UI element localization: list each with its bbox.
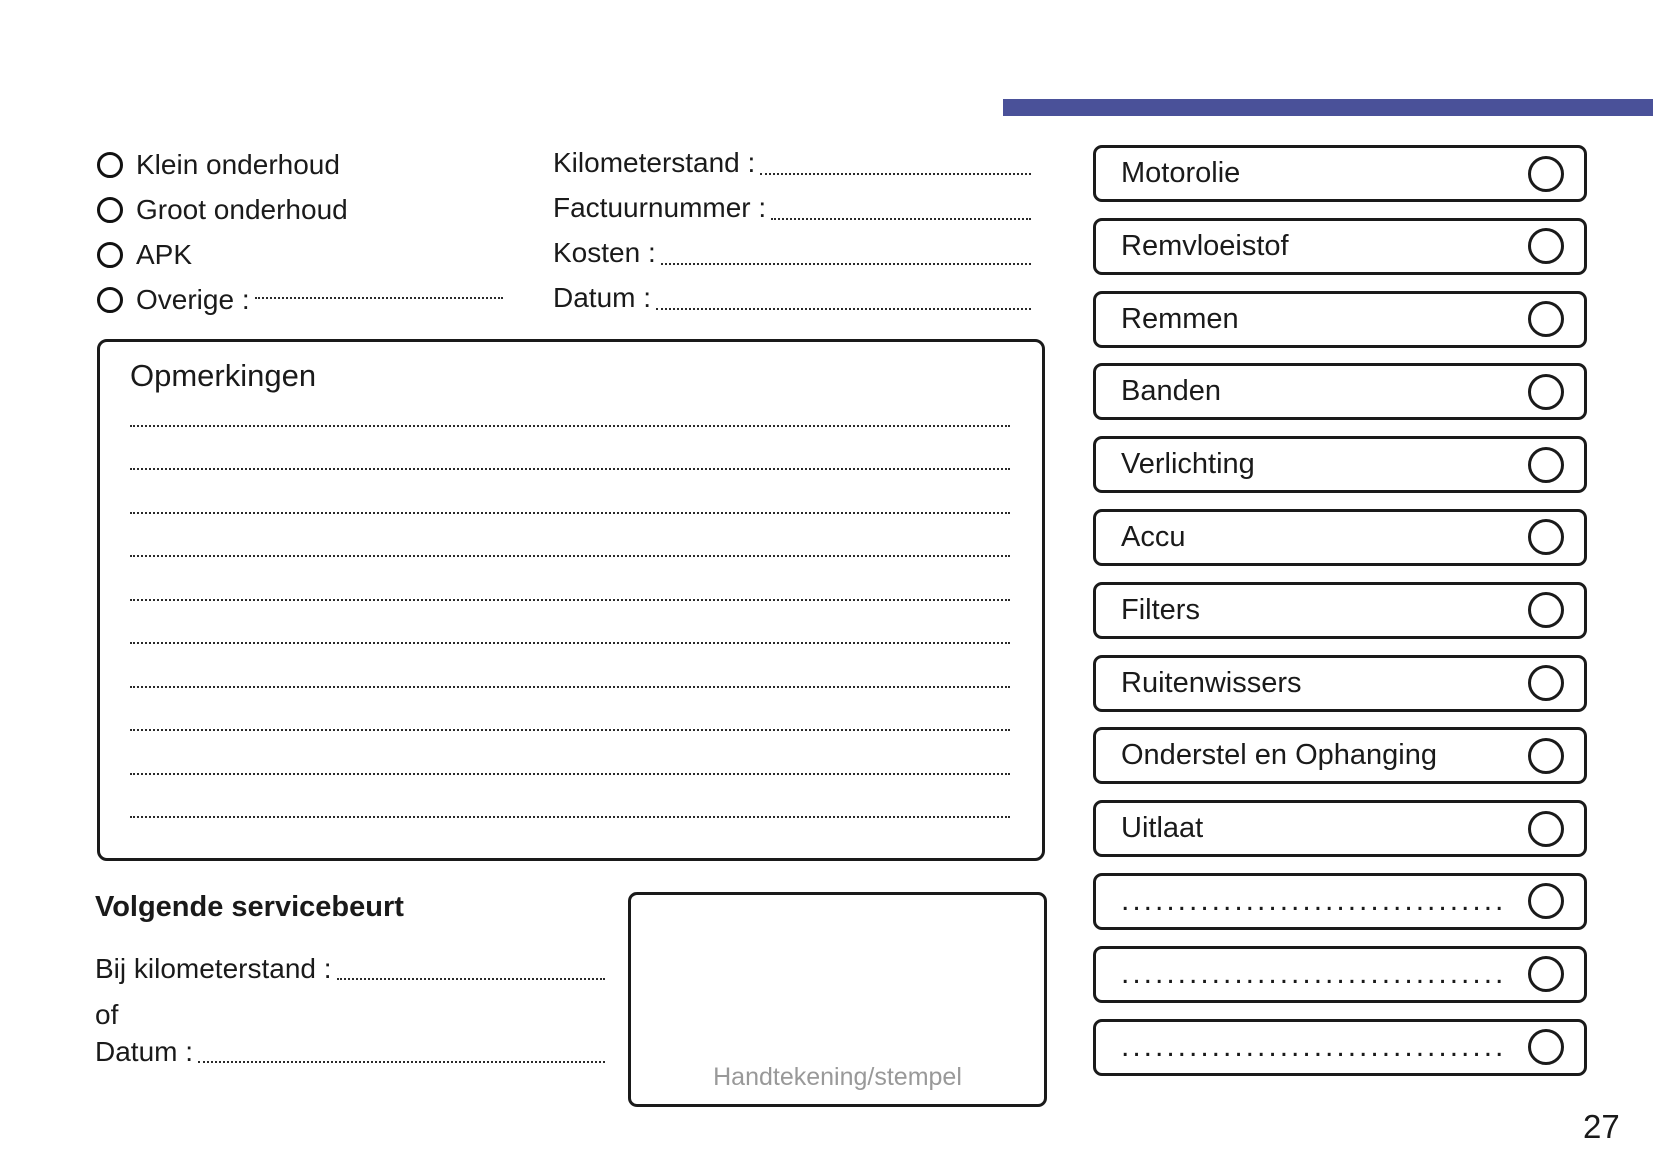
checklist-check-circle[interactable] bbox=[1528, 956, 1564, 992]
checklist-fill-in-label[interactable]: .................................. bbox=[1121, 884, 1507, 918]
remarks-title: Opmerkingen bbox=[130, 358, 317, 393]
checklist-check-circle[interactable] bbox=[1528, 519, 1564, 555]
next-service-row bbox=[95, 1036, 605, 1068]
checklist-item bbox=[1093, 1019, 1587, 1076]
field-label: Kilometerstand : bbox=[553, 147, 756, 178]
next-service-row bbox=[95, 999, 119, 1031]
radio-button[interactable] bbox=[97, 287, 123, 313]
checklist-item-label: Filters bbox=[1121, 593, 1200, 626]
field-row bbox=[553, 192, 1031, 224]
service-option-row bbox=[97, 286, 503, 314]
remarks-write-line[interactable] bbox=[130, 731, 1010, 775]
remarks-write-line[interactable] bbox=[130, 470, 1010, 514]
service-option-label: Klein onderhoud bbox=[136, 149, 340, 180]
checklist-item bbox=[1093, 655, 1587, 712]
next-service-label: Bij kilometerstand : bbox=[95, 953, 332, 984]
radio-button[interactable] bbox=[97, 152, 123, 178]
checklist-check-circle[interactable] bbox=[1528, 592, 1564, 628]
signature-box[interactable] bbox=[628, 892, 1047, 1107]
checklist-item bbox=[1093, 509, 1587, 566]
fill-in-line[interactable] bbox=[760, 173, 1031, 175]
field-label: Kosten : bbox=[553, 237, 656, 268]
service-option-label: APK bbox=[136, 239, 193, 270]
remarks-write-line[interactable] bbox=[130, 601, 1010, 645]
checklist-item-label: Uitlaat bbox=[1121, 812, 1204, 845]
field-label: Factuurnummer : bbox=[553, 192, 767, 223]
next-service-row bbox=[95, 953, 605, 985]
checklist-item bbox=[1093, 436, 1587, 493]
fill-in-line[interactable] bbox=[656, 308, 1031, 310]
checklist-check-circle[interactable] bbox=[1528, 665, 1564, 701]
checklist-check-circle[interactable] bbox=[1528, 301, 1564, 337]
invoice-fields bbox=[553, 147, 1031, 331]
checklist-check-circle[interactable] bbox=[1528, 883, 1564, 919]
checklist-item-label: Motorolie bbox=[1121, 157, 1241, 189]
checklist-item-label: Remvloeistof bbox=[1121, 229, 1289, 262]
signature-label: Handtekening/stempel bbox=[713, 1063, 962, 1091]
checklist-item bbox=[1093, 727, 1587, 784]
checklist-item bbox=[1093, 946, 1587, 1003]
field-label: Datum : bbox=[553, 282, 652, 313]
accent-bar bbox=[1003, 99, 1653, 116]
field-row bbox=[553, 237, 1031, 269]
checklist-item-label: Verlichting bbox=[1121, 448, 1255, 481]
checklist-fill-in-label[interactable]: .................................. bbox=[1121, 1030, 1507, 1064]
field-row bbox=[553, 147, 1031, 179]
service-type-group bbox=[97, 151, 503, 331]
fill-in-line[interactable] bbox=[337, 978, 605, 980]
service-option-label: Groot onderhoud bbox=[136, 194, 348, 225]
service-checklist bbox=[1093, 145, 1587, 1091]
service-option-row bbox=[97, 151, 503, 179]
checklist-check-circle[interactable] bbox=[1528, 1029, 1564, 1065]
checklist-item bbox=[1093, 218, 1587, 275]
remarks-write-line[interactable] bbox=[130, 775, 1010, 819]
checklist-fill-in-label[interactable]: .................................. bbox=[1121, 957, 1507, 991]
remarks-write-line[interactable] bbox=[130, 383, 1010, 427]
checklist-item bbox=[1093, 582, 1587, 639]
checklist-check-circle[interactable] bbox=[1528, 228, 1564, 264]
radio-button[interactable] bbox=[97, 197, 123, 223]
fill-in-line[interactable] bbox=[198, 1061, 605, 1063]
remarks-box bbox=[97, 339, 1045, 861]
checklist-item-label: Banden bbox=[1121, 375, 1221, 408]
remarks-write-line[interactable] bbox=[130, 427, 1010, 471]
checklist-check-circle[interactable] bbox=[1528, 156, 1564, 192]
remarks-write-line[interactable] bbox=[130, 688, 1010, 732]
checklist-item bbox=[1093, 873, 1587, 930]
radio-button[interactable] bbox=[97, 242, 123, 268]
fill-in-line[interactable] bbox=[771, 218, 1031, 220]
checklist-item-label: Remmen bbox=[1121, 302, 1239, 335]
service-option-row bbox=[97, 241, 503, 269]
checklist-check-circle[interactable] bbox=[1528, 811, 1564, 847]
checklist-item bbox=[1093, 291, 1587, 348]
next-service-label: of bbox=[95, 999, 119, 1030]
checklist-check-circle[interactable] bbox=[1528, 374, 1564, 410]
remarks-write-line[interactable] bbox=[130, 557, 1010, 601]
remarks-lines bbox=[130, 383, 1010, 818]
next-service-title: Volgende servicebeurt bbox=[95, 891, 404, 923]
field-row bbox=[553, 282, 1031, 314]
remarks-write-line[interactable] bbox=[130, 514, 1010, 558]
next-service-label: Datum : bbox=[95, 1036, 194, 1067]
service-option-row bbox=[97, 196, 503, 224]
checklist-item-label: Ruitenwissers bbox=[1121, 666, 1302, 699]
remarks-write-line[interactable] bbox=[130, 644, 1010, 688]
checklist-check-circle[interactable] bbox=[1528, 447, 1564, 483]
checklist-check-circle[interactable] bbox=[1528, 738, 1564, 774]
fill-in-line[interactable] bbox=[255, 297, 503, 299]
checklist-item-label: Onderstel en Ophanging bbox=[1121, 739, 1437, 772]
fill-in-line[interactable] bbox=[661, 263, 1031, 265]
checklist-item bbox=[1093, 145, 1587, 202]
checklist-item bbox=[1093, 363, 1587, 420]
page-number: 27 bbox=[1583, 1108, 1620, 1145]
service-option-label: Overige : bbox=[136, 284, 250, 315]
checklist-item-label: Accu bbox=[1121, 520, 1186, 553]
checklist-item bbox=[1093, 800, 1587, 857]
